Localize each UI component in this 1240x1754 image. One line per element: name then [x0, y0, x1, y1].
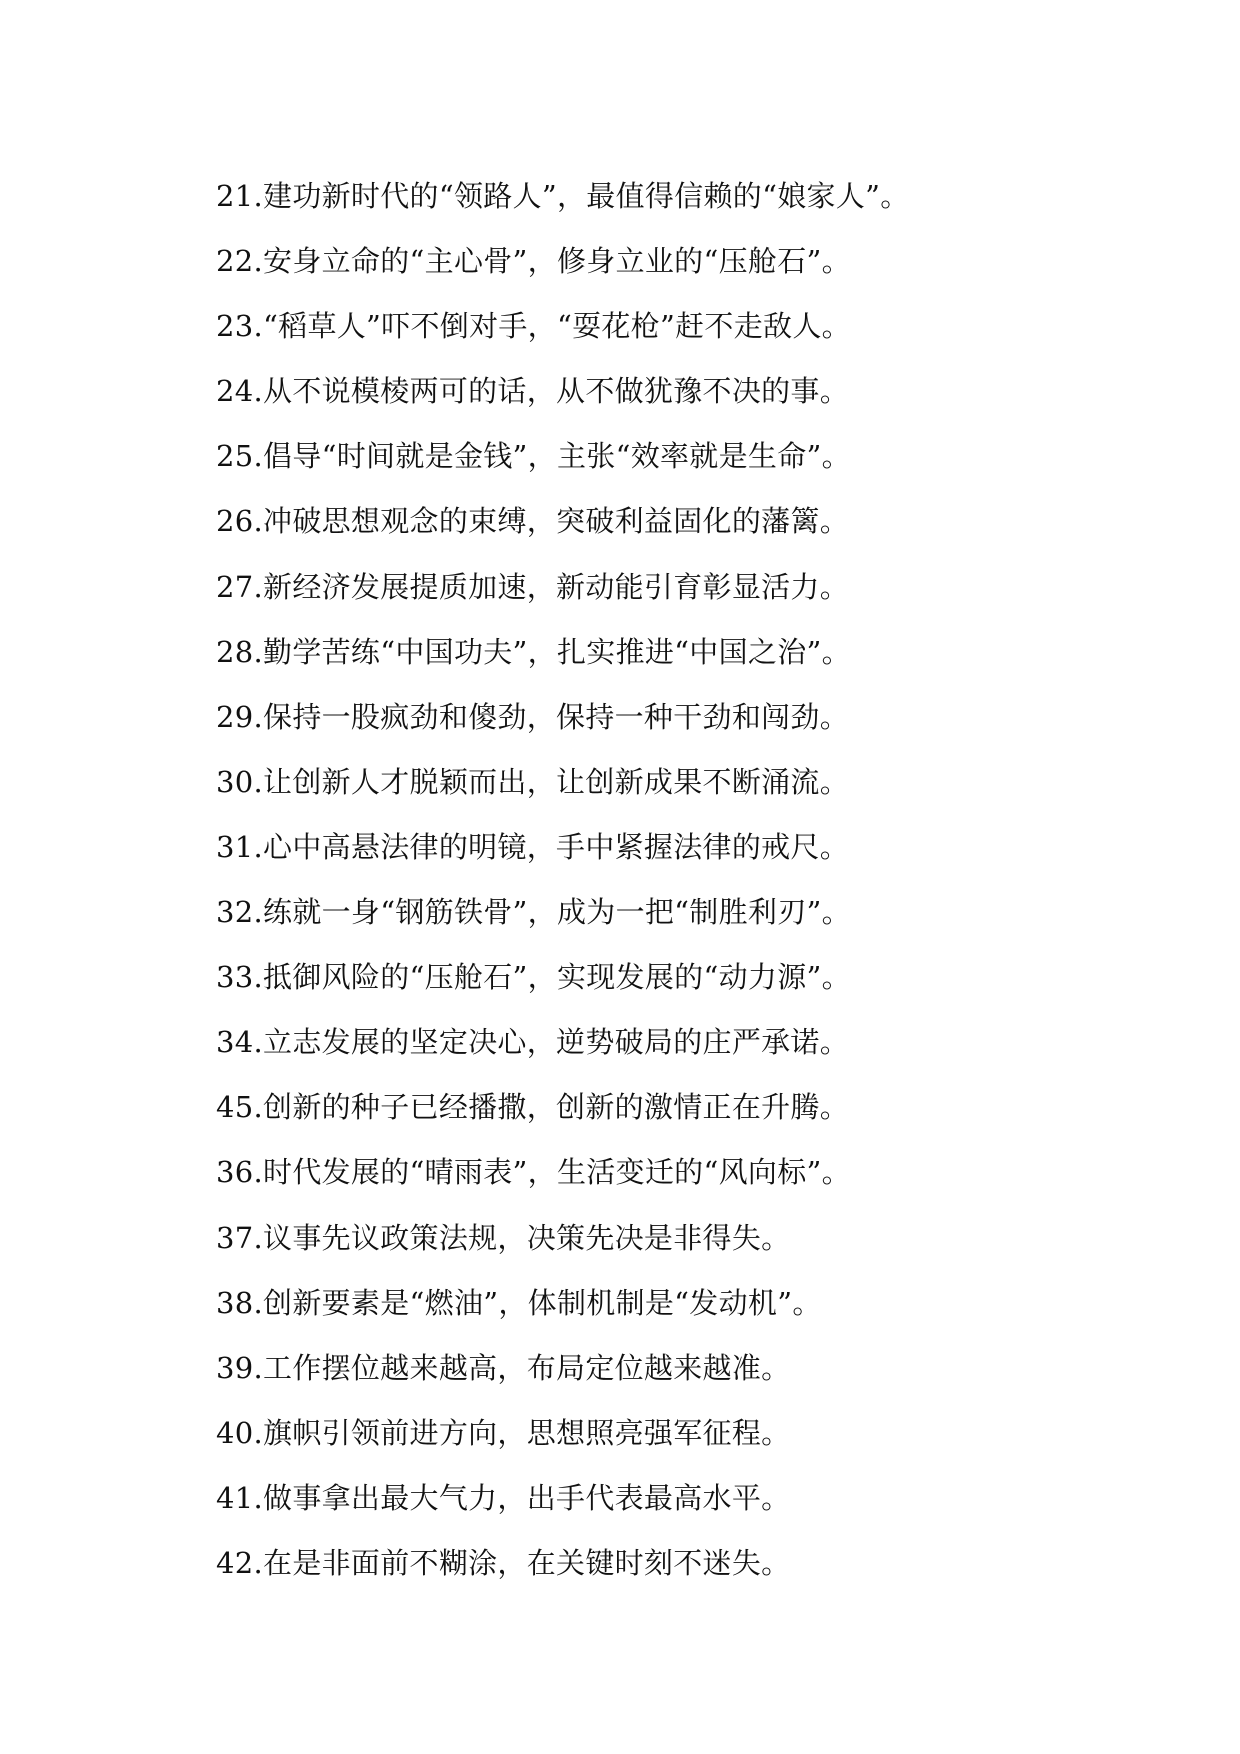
- list-item: 25.倡导“时间就是金钱”，主张“效率就是生命”。: [216, 439, 851, 474]
- list-item: 30.让创新人才脱颖而出，让创新成果不断涌流。: [216, 764, 850, 799]
- list-item: 45.创新的种子已经播撒，创新的激情正在升腾。: [216, 1090, 850, 1125]
- list-item: 34.立志发展的坚定决心，逆势破局的庄严承诺。: [216, 1025, 850, 1060]
- list-item: 42.在是非面前不糊涂，在关键时刻不迷失。: [216, 1545, 791, 1580]
- list-item: 38.创新要素是“燃油”，体制机制是“发动机”。: [216, 1285, 822, 1320]
- list-item: 33.抵御风险的“压舱石”，实现发展的“动力源”。: [216, 960, 851, 995]
- list-item: 31.心中高悬法律的明镜，手中紧握法律的戒尺。: [216, 829, 850, 864]
- list-item: 28.勤学苦练“中国功夫”，扎实推进“中国之治”。: [216, 634, 851, 669]
- list-item: 40.旗帜引领前进方向，思想照亮强军征程。: [216, 1415, 791, 1450]
- list-item: 24.从不说模棱两可的话，从不做犹豫不决的事。: [216, 374, 850, 409]
- list-item: 37.议事先议政策法规，决策先决是非得失。: [216, 1220, 791, 1255]
- list-item: 27.新经济发展提质加速，新动能引育彰显活力。: [216, 569, 850, 604]
- list-item: 26.冲破思想观念的束缚，突破利益固化的藩篱。: [216, 504, 850, 539]
- list-item: 22.安身立命的“主心骨”，修身立业的“压舱石”。: [216, 244, 851, 279]
- numbered-sentence-list: [216, 171, 1196, 1603]
- list-item: 39.工作摆位越来越高，布局定位越来越准。: [216, 1350, 791, 1385]
- list-item: 29.保持一股疯劲和傻劲，保持一种干劲和闯劲。: [216, 699, 850, 734]
- list-item: 23.“稻草人”吓不倒对手，“耍花枪”赶不走敌人。: [216, 309, 851, 344]
- list-item: 32.练就一身“钢筋铁骨”，成为一把“制胜利刃”。: [216, 895, 851, 930]
- list-item: 21.建功新时代的“领路人”，最值得信赖的“娘家人”。: [216, 179, 910, 213]
- list-item: 36.时代发展的“晴雨表”，生活变迁的“风向标”。: [216, 1155, 851, 1190]
- list-item: 41.做事拿出最大气力，出手代表最高水平。: [216, 1480, 791, 1515]
